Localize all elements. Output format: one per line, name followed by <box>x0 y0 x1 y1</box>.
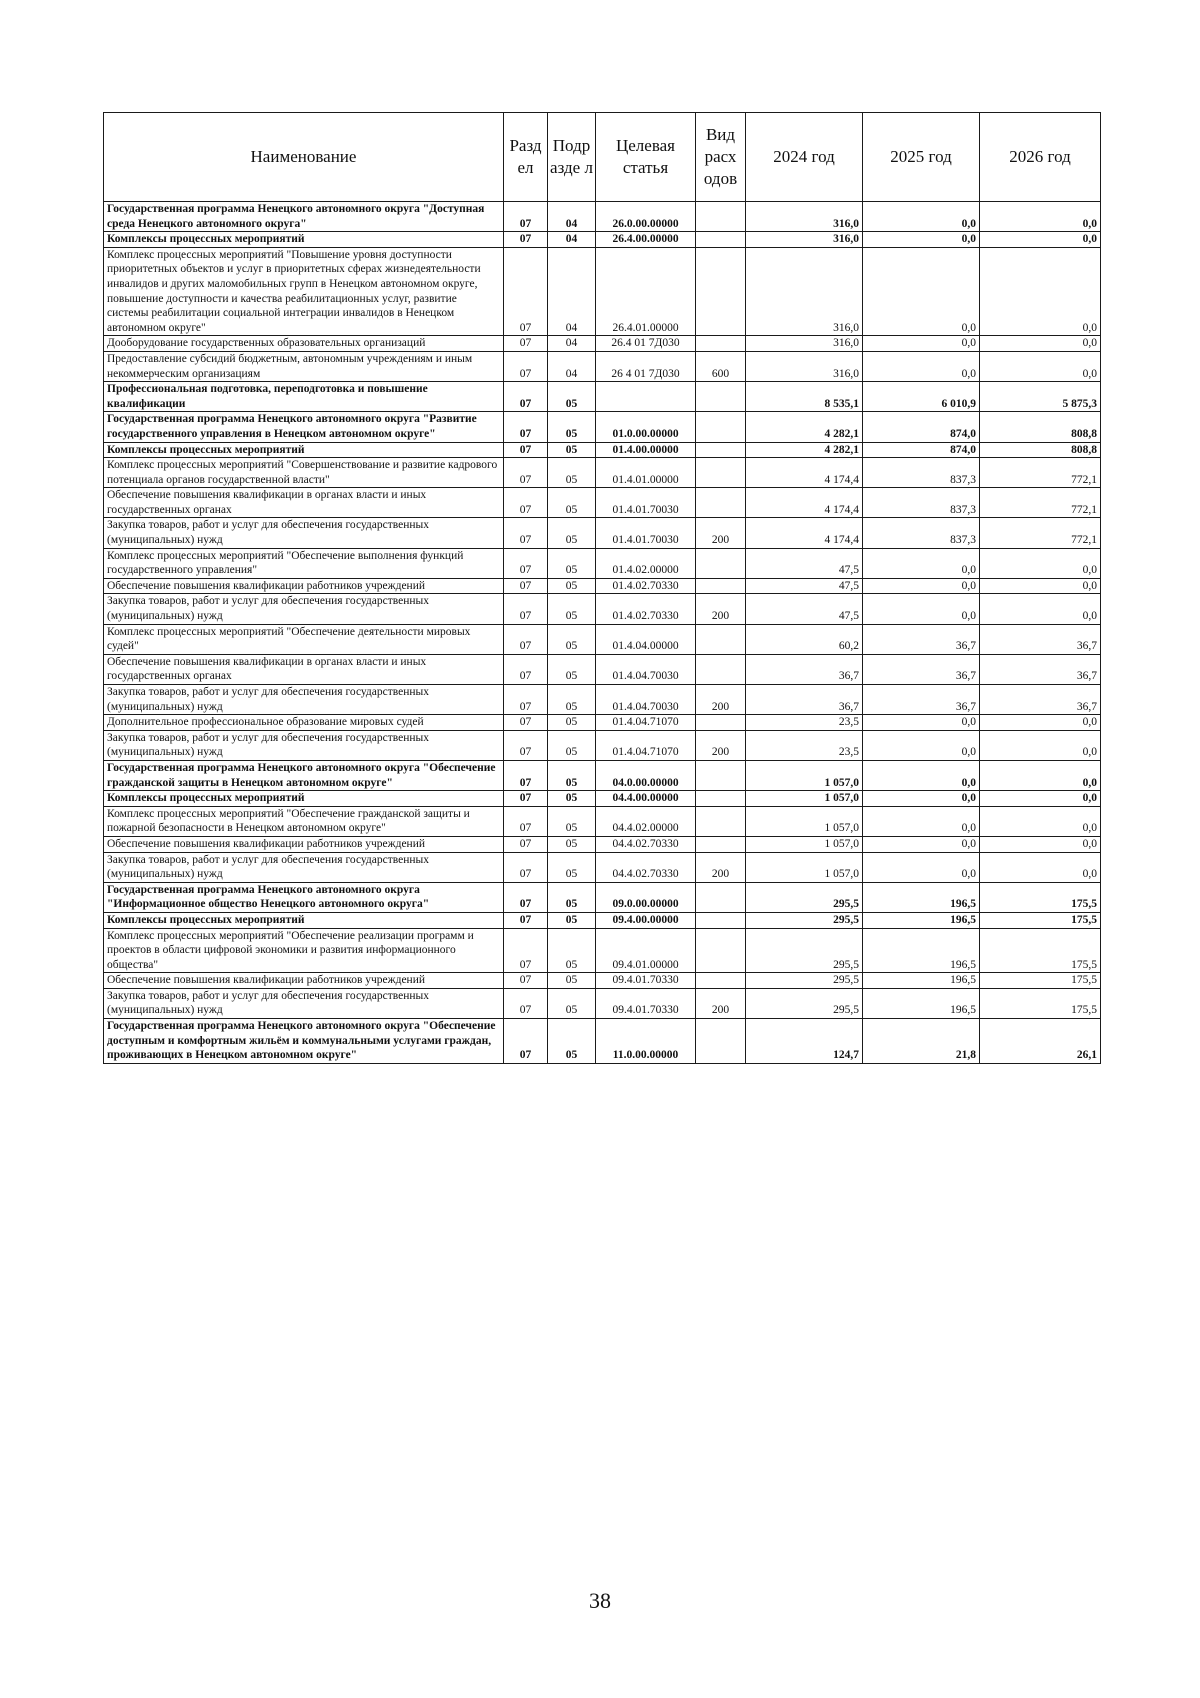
cell-target: 01.4.02.70330 <box>596 594 696 624</box>
cell-2026: 36,7 <box>980 624 1101 654</box>
cell-name: Обеспечение повышения квалификации работников учреждений <box>104 578 504 594</box>
cell-target: 04.4.02.70330 <box>596 836 696 852</box>
cell-expense-type: 200 <box>696 988 746 1018</box>
cell-2026: 175,5 <box>980 928 1101 973</box>
cell-target: 01.4.04.70030 <box>596 685 696 715</box>
cell-2025: 196,5 <box>863 973 980 989</box>
cell-section: 07 <box>504 624 548 654</box>
table-row <box>104 806 1101 836</box>
cell-2026: 0,0 <box>980 351 1101 381</box>
cell-2024: 4 282,1 <box>746 412 863 442</box>
cell-2024: 47,5 <box>746 578 863 594</box>
cell-expense-type <box>696 806 746 836</box>
page-number: 38 <box>589 1588 611 1613</box>
cell-2024: 1 057,0 <box>746 836 863 852</box>
cell-name: Закупка товаров, работ и услуг для обеспечения государственных (муниципальных) нужд <box>104 518 504 548</box>
cell-2025: 196,5 <box>863 882 980 912</box>
cell-2025: 837,3 <box>863 488 980 518</box>
cell-name: Государственная программа Ненецкого автономного округа "Обеспечение гражданской защиты в Ненецком автономном округе" <box>104 760 504 790</box>
cell-subsection: 04 <box>548 336 596 352</box>
cell-subsection: 04 <box>548 247 596 336</box>
cell-name: Дооборудование государственных образовательных организаций <box>104 336 504 352</box>
cell-2026: 5 875,3 <box>980 382 1101 412</box>
cell-expense-type <box>696 654 746 684</box>
cell-section: 07 <box>504 518 548 548</box>
cell-expense-type <box>696 458 746 488</box>
cell-2024: 4 174,4 <box>746 488 863 518</box>
cell-subsection: 05 <box>548 1019 596 1064</box>
cell-2025: 36,7 <box>863 685 980 715</box>
cell-section: 07 <box>504 685 548 715</box>
cell-target: 09.4.00.00000 <box>596 912 696 928</box>
cell-name: Государственная программа Ненецкого автономного округа "Обеспечение доступным и комфортным жильём и коммунальными услугами граждан, проживающих в Ненецком автономном округе" <box>104 1019 504 1064</box>
table-row <box>104 685 1101 715</box>
cell-2025: 0,0 <box>863 594 980 624</box>
cell-expense-type: 200 <box>696 852 746 882</box>
cell-expense-type <box>696 202 746 232</box>
cell-section: 07 <box>504 715 548 731</box>
cell-subsection: 05 <box>548 912 596 928</box>
cell-2024: 4 282,1 <box>746 442 863 458</box>
cell-expense-type <box>696 232 746 248</box>
header-section: Разд ел <box>504 113 548 202</box>
cell-2025: 0,0 <box>863 202 980 232</box>
cell-2024: 295,5 <box>746 973 863 989</box>
cell-target: 26.4 01 7Д030 <box>596 336 696 352</box>
cell-expense-type <box>696 882 746 912</box>
header-name: Наименование <box>104 113 504 202</box>
cell-name: Предоставление субсидий бюджетным, автономным учреждениям и иным некоммерческим организациям <box>104 351 504 381</box>
cell-name: Комплексы процессных мероприятий <box>104 912 504 928</box>
table-body <box>104 202 1101 1064</box>
table-row <box>104 624 1101 654</box>
table-row <box>104 382 1101 412</box>
cell-section: 07 <box>504 836 548 852</box>
table-row <box>104 458 1101 488</box>
cell-2026: 0,0 <box>980 336 1101 352</box>
cell-2025: 874,0 <box>863 412 980 442</box>
cell-target: 09.4.01.70330 <box>596 988 696 1018</box>
table-row <box>104 654 1101 684</box>
table-row <box>104 488 1101 518</box>
cell-2024: 316,0 <box>746 232 863 248</box>
cell-2026: 772,1 <box>980 488 1101 518</box>
cell-section: 07 <box>504 578 548 594</box>
cell-name: Закупка товаров, работ и услуг для обеспечения государственных (муниципальных) нужд <box>104 594 504 624</box>
cell-2024: 295,5 <box>746 882 863 912</box>
table-row <box>104 336 1101 352</box>
cell-subsection: 05 <box>548 852 596 882</box>
cell-2025: 0,0 <box>863 232 980 248</box>
table-row <box>104 548 1101 578</box>
cell-2026: 175,5 <box>980 988 1101 1018</box>
cell-2025: 0,0 <box>863 806 980 836</box>
cell-section: 07 <box>504 202 548 232</box>
header-2026: 2026 год <box>980 113 1101 202</box>
cell-section: 07 <box>504 928 548 973</box>
cell-2024: 295,5 <box>746 928 863 973</box>
table-row <box>104 442 1101 458</box>
cell-2024: 316,0 <box>746 247 863 336</box>
cell-2025: 196,5 <box>863 988 980 1018</box>
cell-2025: 0,0 <box>863 247 980 336</box>
cell-target: 01.4.02.00000 <box>596 548 696 578</box>
cell-expense-type: 600 <box>696 351 746 381</box>
table-row <box>104 578 1101 594</box>
cell-subsection: 04 <box>548 232 596 248</box>
cell-section: 07 <box>504 806 548 836</box>
cell-expense-type <box>696 715 746 731</box>
cell-section: 07 <box>504 488 548 518</box>
cell-target: 01.4.01.00000 <box>596 458 696 488</box>
cell-target: 26 4 01 7Д030 <box>596 351 696 381</box>
cell-expense-type <box>696 247 746 336</box>
cell-2026: 0,0 <box>980 730 1101 760</box>
cell-section: 07 <box>504 1019 548 1064</box>
cell-2024: 316,0 <box>746 351 863 381</box>
table-row <box>104 715 1101 731</box>
cell-name: Обеспечение повышения квалификации в органах власти и иных государственных органах <box>104 488 504 518</box>
cell-expense-type <box>696 624 746 654</box>
cell-2026: 0,0 <box>980 202 1101 232</box>
table-row <box>104 594 1101 624</box>
cell-2025: 837,3 <box>863 518 980 548</box>
cell-name: Комплексы процессных мероприятий <box>104 232 504 248</box>
cell-subsection: 05 <box>548 791 596 807</box>
cell-2025: 0,0 <box>863 336 980 352</box>
cell-2024: 1 057,0 <box>746 760 863 790</box>
cell-name: Обеспечение повышения квалификации работников учреждений <box>104 973 504 989</box>
cell-2026: 808,8 <box>980 412 1101 442</box>
cell-2025: 0,0 <box>863 578 980 594</box>
cell-name: Комплекс процессных мероприятий "Обеспечение реализации программ и проектов в области цифровой экономики и развития информационного общества" <box>104 928 504 973</box>
cell-subsection: 05 <box>548 988 596 1018</box>
cell-name: Закупка товаров, работ и услуг для обеспечения государственных (муниципальных) нужд <box>104 988 504 1018</box>
cell-2026: 0,0 <box>980 715 1101 731</box>
cell-section: 07 <box>504 852 548 882</box>
cell-expense-type <box>696 336 746 352</box>
cell-target <box>596 382 696 412</box>
cell-expense-type <box>696 791 746 807</box>
cell-subsection: 05 <box>548 594 596 624</box>
cell-section: 07 <box>504 973 548 989</box>
table-row <box>104 791 1101 807</box>
cell-subsection: 05 <box>548 730 596 760</box>
table-row <box>104 760 1101 790</box>
cell-target: 04.0.00.00000 <box>596 760 696 790</box>
cell-target: 11.0.00.00000 <box>596 1019 696 1064</box>
cell-target: 04.4.02.00000 <box>596 806 696 836</box>
cell-target: 01.4.04.71070 <box>596 715 696 731</box>
cell-2025: 0,0 <box>863 836 980 852</box>
cell-2025: 196,5 <box>863 912 980 928</box>
cell-target: 01.4.04.70030 <box>596 654 696 684</box>
table-row <box>104 912 1101 928</box>
cell-target: 26.4.00.00000 <box>596 232 696 248</box>
cell-subsection: 05 <box>548 442 596 458</box>
table-header-row <box>104 113 1101 202</box>
header-2024: 2024 год <box>746 113 863 202</box>
cell-subsection: 05 <box>548 548 596 578</box>
cell-section: 07 <box>504 442 548 458</box>
cell-2025: 0,0 <box>863 760 980 790</box>
cell-subsection: 05 <box>548 806 596 836</box>
cell-section: 07 <box>504 351 548 381</box>
cell-expense-type <box>696 442 746 458</box>
cell-section: 07 <box>504 912 548 928</box>
cell-2025: 6 010,9 <box>863 382 980 412</box>
cell-2026: 0,0 <box>980 578 1101 594</box>
cell-2024: 1 057,0 <box>746 852 863 882</box>
cell-name: Комплекс процессных мероприятий "Обеспечение выполнения функций государственного управления" <box>104 548 504 578</box>
cell-section: 07 <box>504 730 548 760</box>
cell-2024: 4 174,4 <box>746 518 863 548</box>
cell-name: Комплексы процессных мероприятий <box>104 442 504 458</box>
table-row <box>104 836 1101 852</box>
cell-2025: 0,0 <box>863 730 980 760</box>
cell-expense-type: 200 <box>696 594 746 624</box>
cell-section: 07 <box>504 247 548 336</box>
cell-name: Обеспечение повышения квалификации работников учреждений <box>104 836 504 852</box>
cell-2025: 874,0 <box>863 442 980 458</box>
cell-target: 04.4.00.00000 <box>596 791 696 807</box>
cell-subsection: 05 <box>548 836 596 852</box>
cell-expense-type <box>696 578 746 594</box>
table-row <box>104 730 1101 760</box>
cell-name: Комплекс процессных мероприятий "Совершенствование и развитие кадрового потенциала органов государственной власти" <box>104 458 504 488</box>
cell-subsection: 05 <box>548 654 596 684</box>
cell-2025: 0,0 <box>863 852 980 882</box>
cell-expense-type: 200 <box>696 730 746 760</box>
cell-expense-type <box>696 760 746 790</box>
cell-expense-type: 200 <box>696 685 746 715</box>
table-row <box>104 247 1101 336</box>
cell-2025: 196,5 <box>863 928 980 973</box>
cell-expense-type <box>696 912 746 928</box>
cell-name: Государственная программа Ненецкого автономного округа "Информационное общество Ненецкого автономного округа" <box>104 882 504 912</box>
cell-name: Обеспечение повышения квалификации в органах власти и иных государственных органах <box>104 654 504 684</box>
cell-2026: 0,0 <box>980 594 1101 624</box>
cell-section: 07 <box>504 382 548 412</box>
cell-subsection: 05 <box>548 882 596 912</box>
cell-section: 07 <box>504 232 548 248</box>
cell-section: 07 <box>504 654 548 684</box>
cell-2024: 36,7 <box>746 654 863 684</box>
header-subsection: Подр азде л <box>548 113 596 202</box>
cell-2024: 295,5 <box>746 912 863 928</box>
cell-2026: 0,0 <box>980 806 1101 836</box>
table-row <box>104 988 1101 1018</box>
cell-2025: 0,0 <box>863 351 980 381</box>
cell-2024: 23,5 <box>746 715 863 731</box>
table-row <box>104 202 1101 232</box>
cell-2024: 8 535,1 <box>746 382 863 412</box>
cell-subsection: 05 <box>548 685 596 715</box>
cell-name: Дополнительное профессиональное образование мировых судей <box>104 715 504 731</box>
cell-target: 01.4.01.70030 <box>596 518 696 548</box>
cell-2025: 837,3 <box>863 458 980 488</box>
cell-2024: 36,7 <box>746 685 863 715</box>
cell-name: Государственная программа Ненецкого автономного округа "Доступная среда Ненецкого автономного округа" <box>104 202 504 232</box>
cell-expense-type: 200 <box>696 518 746 548</box>
cell-target: 01.4.04.00000 <box>596 624 696 654</box>
cell-section: 07 <box>504 594 548 624</box>
cell-target: 01.4.04.71070 <box>596 730 696 760</box>
cell-subsection: 05 <box>548 458 596 488</box>
cell-target: 09.4.01.00000 <box>596 928 696 973</box>
cell-subsection: 05 <box>548 412 596 442</box>
header-expense-type: Вид расх одов <box>696 113 746 202</box>
cell-2026: 26,1 <box>980 1019 1101 1064</box>
cell-section: 07 <box>504 458 548 488</box>
cell-2026: 0,0 <box>980 548 1101 578</box>
cell-name: Комплекс процессных мероприятий "Обеспечение деятельности мировых судей" <box>104 624 504 654</box>
cell-subsection: 05 <box>548 973 596 989</box>
cell-2026: 772,1 <box>980 518 1101 548</box>
cell-target: 01.4.02.70330 <box>596 578 696 594</box>
cell-2024: 4 174,4 <box>746 458 863 488</box>
cell-subsection: 04 <box>548 351 596 381</box>
table-row <box>104 973 1101 989</box>
cell-expense-type <box>696 488 746 518</box>
cell-2025: 0,0 <box>863 791 980 807</box>
cell-2024: 1 057,0 <box>746 806 863 836</box>
cell-name: Комплекс процессных мероприятий "Повышение уровня доступности приоритетных объектов и услуг в приоритетных сферах жизнедеятельности инвалидов и других маломобильных групп в Ненецком автономном округе, повышение доступности и качества реабилитационных услуг, развитие системы реабилитации социальной интеграции инвалидов в Ненецком автономном округе" <box>104 247 504 336</box>
cell-2024: 316,0 <box>746 336 863 352</box>
cell-expense-type <box>696 412 746 442</box>
cell-2024: 295,5 <box>746 988 863 1018</box>
cell-2026: 772,1 <box>980 458 1101 488</box>
cell-section: 07 <box>504 336 548 352</box>
cell-2025: 21,8 <box>863 1019 980 1064</box>
table-row <box>104 852 1101 882</box>
cell-target: 26.0.00.00000 <box>596 202 696 232</box>
cell-name: Государственная программа Ненецкого автономного округа "Развитие государственного управления в Ненецком автономном округе" <box>104 412 504 442</box>
cell-section: 07 <box>504 988 548 1018</box>
cell-2026: 36,7 <box>980 685 1101 715</box>
cell-subsection: 05 <box>548 760 596 790</box>
cell-2024: 1 057,0 <box>746 791 863 807</box>
cell-2026: 175,5 <box>980 973 1101 989</box>
cell-2026: 175,5 <box>980 912 1101 928</box>
cell-section: 07 <box>504 760 548 790</box>
cell-2024: 316,0 <box>746 202 863 232</box>
cell-subsection: 05 <box>548 928 596 973</box>
cell-target: 09.4.01.70330 <box>596 973 696 989</box>
cell-2024: 47,5 <box>746 548 863 578</box>
cell-subsection: 05 <box>548 715 596 731</box>
cell-expense-type <box>696 928 746 973</box>
cell-name: Закупка товаров, работ и услуг для обеспечения государственных (муниципальных) нужд <box>104 852 504 882</box>
table-row <box>104 412 1101 442</box>
cell-2026: 0,0 <box>980 760 1101 790</box>
cell-section: 07 <box>504 882 548 912</box>
cell-name: Закупка товаров, работ и услуг для обеспечения государственных (муниципальных) нужд <box>104 685 504 715</box>
cell-2026: 808,8 <box>980 442 1101 458</box>
cell-2026: 0,0 <box>980 232 1101 248</box>
cell-target: 01.4.01.70030 <box>596 488 696 518</box>
cell-subsection: 05 <box>548 518 596 548</box>
cell-expense-type <box>696 382 746 412</box>
cell-2025: 0,0 <box>863 548 980 578</box>
cell-target: 09.0.00.00000 <box>596 882 696 912</box>
cell-section: 07 <box>504 548 548 578</box>
table-row <box>104 882 1101 912</box>
cell-expense-type <box>696 973 746 989</box>
document-page <box>103 112 1100 1064</box>
header-target: Целевая статья <box>596 113 696 202</box>
cell-name: Комплексы процессных мероприятий <box>104 791 504 807</box>
header-2025: 2025 год <box>863 113 980 202</box>
cell-subsection: 04 <box>548 202 596 232</box>
cell-2025: 0,0 <box>863 715 980 731</box>
cell-subsection: 05 <box>548 382 596 412</box>
table-row <box>104 518 1101 548</box>
table-row <box>104 351 1101 381</box>
cell-target: 01.0.00.00000 <box>596 412 696 442</box>
cell-section: 07 <box>504 791 548 807</box>
cell-subsection: 05 <box>548 578 596 594</box>
cell-target: 01.4.00.00000 <box>596 442 696 458</box>
cell-2026: 175,5 <box>980 882 1101 912</box>
cell-2024: 47,5 <box>746 594 863 624</box>
cell-subsection: 05 <box>548 624 596 654</box>
budget-table <box>103 112 1101 1064</box>
table-row <box>104 232 1101 248</box>
cell-expense-type <box>696 1019 746 1064</box>
cell-2024: 124,7 <box>746 1019 863 1064</box>
cell-name: Комплекс процессных мероприятий "Обеспечение гражданской защиты и пожарной безопасности в Ненецком автономном округе" <box>104 806 504 836</box>
cell-2026: 0,0 <box>980 247 1101 336</box>
cell-expense-type <box>696 836 746 852</box>
cell-name: Профессиональная подготовка, переподготовка и повышение квалификации <box>104 382 504 412</box>
cell-2024: 23,5 <box>746 730 863 760</box>
cell-target: 26.4.01.00000 <box>596 247 696 336</box>
cell-2025: 36,7 <box>863 624 980 654</box>
cell-section: 07 <box>504 412 548 442</box>
cell-2026: 36,7 <box>980 654 1101 684</box>
cell-target: 04.4.02.70330 <box>596 852 696 882</box>
cell-name: Закупка товаров, работ и услуг для обеспечения государственных (муниципальных) нужд <box>104 730 504 760</box>
cell-expense-type <box>696 548 746 578</box>
cell-2024: 60,2 <box>746 624 863 654</box>
cell-subsection: 05 <box>548 488 596 518</box>
table-row <box>104 1019 1101 1064</box>
cell-2026: 0,0 <box>980 836 1101 852</box>
cell-2026: 0,0 <box>980 852 1101 882</box>
cell-2026: 0,0 <box>980 791 1101 807</box>
table-row <box>104 928 1101 973</box>
cell-2025: 36,7 <box>863 654 980 684</box>
